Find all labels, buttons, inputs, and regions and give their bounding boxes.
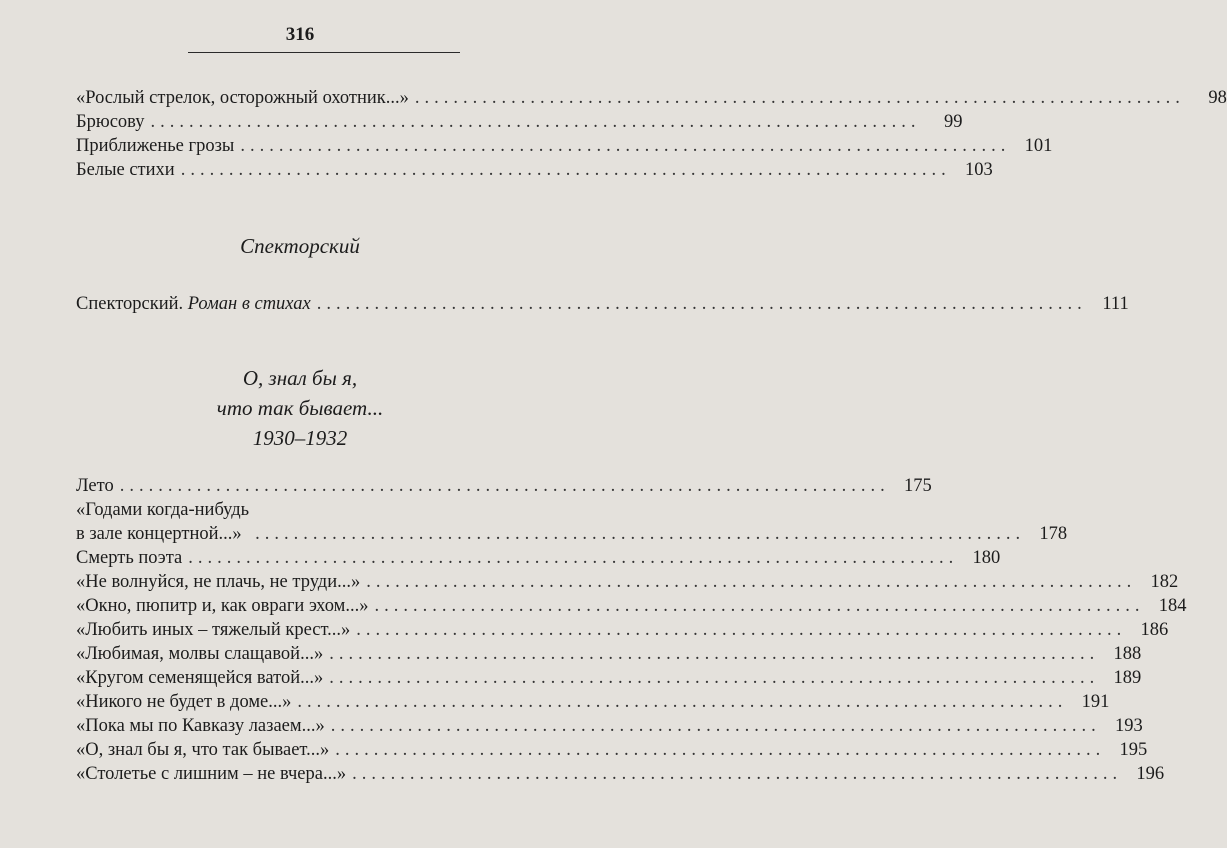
- entry-page: 178: [1039, 524, 1068, 544]
- toc-entry[interactable]: [76, 546, 1001, 570]
- dot-leader: ................................................................................: [356, 620, 1127, 640]
- entry-title-main: Спекторский.: [76, 294, 184, 314]
- entry-title: Лето: [76, 476, 114, 496]
- entry-page: 186: [1140, 620, 1169, 640]
- toc-entry[interactable]: [76, 110, 963, 134]
- entry-page: 98: [1208, 88, 1227, 108]
- dot-leader: ................................................................................: [366, 572, 1137, 592]
- entry-title: «Годами когда-нибудь в зале концертной...»: [76, 500, 250, 544]
- entry-title: Приближенье грозы: [76, 136, 235, 156]
- entry-page: 175: [903, 476, 932, 496]
- dot-leader: ................................................................................: [297, 692, 1068, 712]
- entry-page: 189: [1113, 668, 1142, 688]
- entry-page: 184: [1158, 596, 1187, 616]
- entry-title: «Не волнуйся, не плачь, не труди...»: [76, 572, 361, 592]
- toc-entry[interactable]: [76, 738, 1148, 762]
- entry-page: 111: [1102, 294, 1129, 314]
- entry-page: 188: [1113, 644, 1142, 664]
- entry-title: «Любимая, молвы слащавой...»: [76, 644, 324, 664]
- toc-entry[interactable]: [76, 762, 1165, 786]
- entry-title: Брюсову: [76, 112, 145, 132]
- dot-leader: ................................................................................: [329, 644, 1100, 664]
- entry-page: 180: [972, 548, 1001, 568]
- entry-title: Белые стихи: [76, 160, 175, 180]
- dot-leader: ................................................................................: [330, 716, 1101, 736]
- toc-group-1: [76, 86, 1227, 182]
- entry-page: 101: [1024, 136, 1053, 156]
- toc-entry[interactable]: [76, 498, 1068, 546]
- toc-group-2: [76, 292, 1129, 316]
- toc-entry[interactable]: [76, 666, 1142, 690]
- dot-leader: ................................................................................: [180, 160, 951, 180]
- dot-leader: ................................................................................: [188, 548, 959, 568]
- toc-entry[interactable]: [76, 134, 1053, 158]
- toc-entry[interactable]: [76, 690, 1110, 714]
- toc-entry[interactable]: [76, 474, 932, 498]
- entry-title: «Рослый стрелок, осторожный охотник...»: [76, 88, 409, 108]
- entry-title: «Любить иных – тяжелый крест...»: [76, 620, 351, 640]
- toc-entry[interactable]: [76, 86, 1227, 110]
- section-title-years: 1930–1932: [252, 426, 348, 450]
- entry-title: «Окно, пюпитр и, как овраги эхом...»: [76, 596, 369, 616]
- entry-title: «Кругом семенящейся ватой...»: [76, 668, 324, 688]
- dot-leader: ................................................................................: [352, 764, 1123, 784]
- toc-entry[interactable]: [76, 714, 1143, 738]
- entry-title: Смерть поэта: [76, 548, 183, 568]
- entry-title: «Никого не будет в доме...»: [76, 692, 292, 712]
- entry-page: 196: [1136, 764, 1165, 784]
- entry-title: [76, 292, 311, 316]
- dot-leader: ................................................................................: [374, 596, 1145, 616]
- entry-page: 195: [1119, 740, 1148, 760]
- entry-page: 193: [1114, 716, 1143, 736]
- dot-leader: ................................................................................: [119, 476, 890, 496]
- page-number: 316: [285, 24, 315, 45]
- section-title-spektorsky: Спекторский: [240, 234, 360, 258]
- toc-entry[interactable]: [76, 594, 1187, 618]
- toc-entry[interactable]: [76, 158, 993, 182]
- entry-page: 182: [1150, 572, 1179, 592]
- entry-title: «Столетье с лишним – не вчера...»: [76, 764, 347, 784]
- toc-entry[interactable]: [76, 292, 1129, 316]
- dot-leader: ................................................................................: [150, 112, 921, 132]
- dot-leader: ................................................................................: [335, 740, 1106, 760]
- dot-leader: ................................................................................: [240, 136, 1011, 156]
- entry-subtitle: Роман в стихах: [187, 294, 311, 314]
- entry-title: «Пока мы по Кавказу лазаем...»: [76, 716, 325, 736]
- dot-leader: ................................................................................: [316, 294, 1087, 314]
- entry-page: 103: [964, 160, 993, 180]
- header-rule: [188, 52, 460, 53]
- toc-entry[interactable]: [76, 618, 1169, 642]
- section-title-line-1: О, знал бы я,: [242, 366, 358, 390]
- dot-leader: ................................................................................: [255, 524, 1026, 544]
- toc-group-3: [76, 474, 1187, 786]
- dot-leader: ................................................................................: [414, 88, 1185, 108]
- entry-page: 191: [1081, 692, 1110, 712]
- toc-entry[interactable]: [76, 642, 1142, 666]
- dot-leader: ................................................................................: [329, 668, 1100, 688]
- toc-entry[interactable]: [76, 570, 1179, 594]
- section-title-line-2: что так бывает...: [216, 396, 384, 420]
- entry-title: «О, знал бы я, что так бывает...»: [76, 740, 330, 760]
- entry-page: 99: [944, 112, 963, 132]
